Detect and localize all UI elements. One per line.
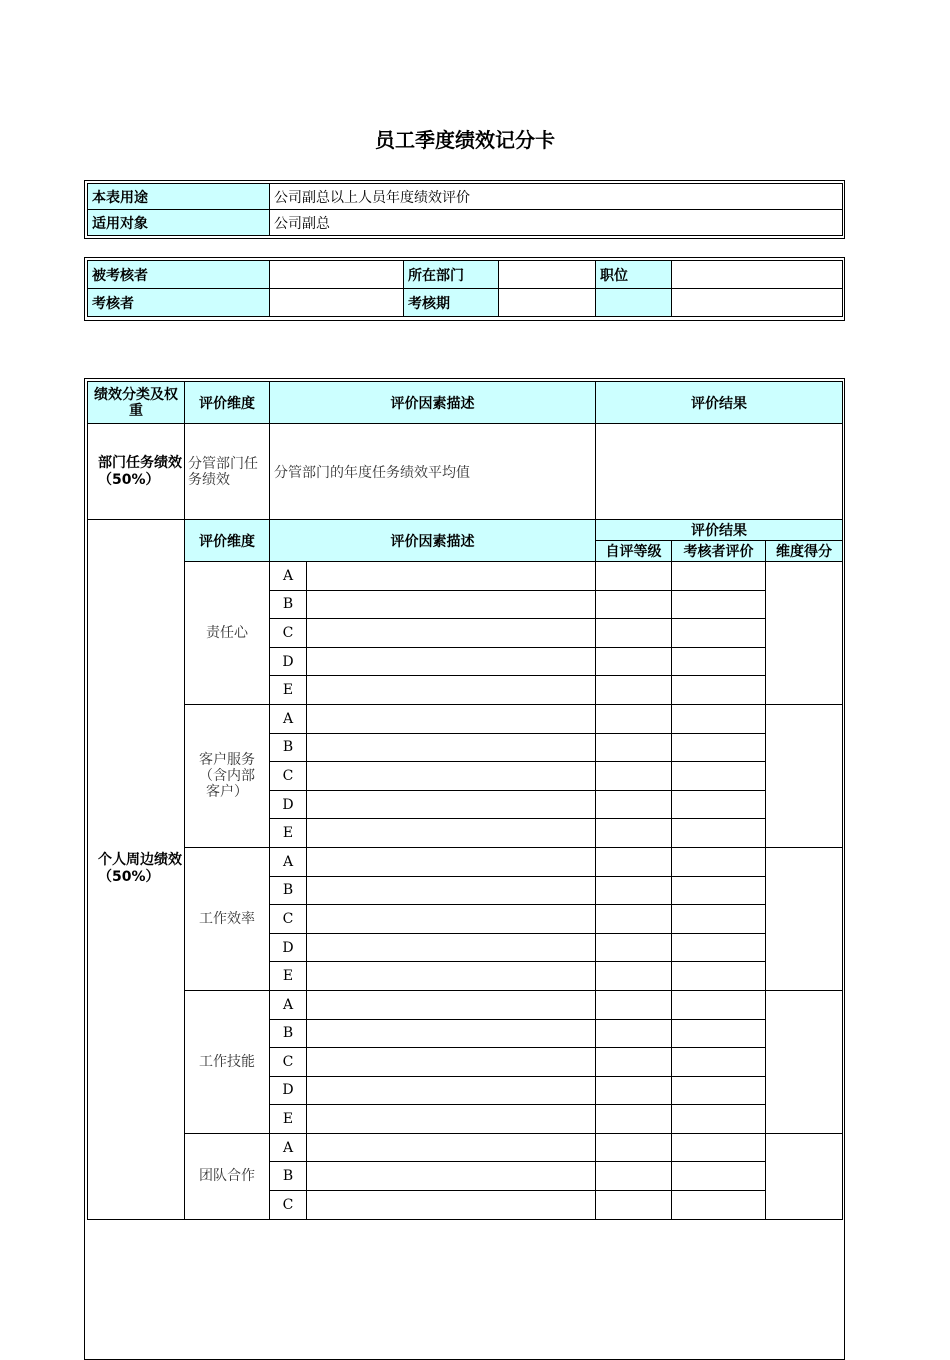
dimension-name: 团队合作 — [185, 1133, 270, 1219]
self-grade-field[interactable] — [596, 876, 672, 905]
self-grade-field[interactable] — [596, 790, 672, 819]
grade-description-field[interactable] — [307, 1019, 596, 1048]
table-row — [88, 562, 843, 591]
purpose-label: 本表用途 — [88, 184, 270, 210]
examiner-eval-field[interactable] — [672, 647, 766, 676]
examinee-field[interactable] — [270, 261, 404, 289]
dimension-name: 责任心 — [185, 562, 270, 705]
grade-description-field[interactable] — [307, 762, 596, 791]
header-self-grade: 自评等级 — [596, 541, 672, 562]
dimension-score-field[interactable] — [766, 847, 843, 990]
grade-description-field[interactable] — [307, 647, 596, 676]
grade-description-field[interactable] — [307, 704, 596, 733]
examiner-eval-field[interactable] — [672, 676, 766, 705]
grade-description-field[interactable] — [307, 847, 596, 876]
purpose-value[interactable]: 公司副总以上人员年度绩效评价 — [270, 184, 843, 210]
grade-label: C — [270, 905, 307, 934]
dimension-name: 工作效率 — [185, 847, 270, 990]
grade-description-field[interactable] — [307, 1133, 596, 1162]
department-field[interactable] — [499, 261, 596, 289]
grade-description-field[interactable] — [307, 1076, 596, 1105]
examiner-eval-field[interactable] — [672, 704, 766, 733]
self-grade-field[interactable] — [596, 704, 672, 733]
examiner-eval-field[interactable] — [672, 562, 766, 591]
self-grade-field[interactable] — [596, 1133, 672, 1162]
header-category: 绩效分类及权重 — [88, 382, 185, 424]
examiner-eval-field[interactable] — [672, 619, 766, 648]
examiner-eval-field[interactable] — [672, 1048, 766, 1077]
info-table — [87, 260, 843, 317]
dept-result-field[interactable] — [596, 424, 843, 520]
target-label: 适用对象 — [88, 210, 270, 236]
dimension-score-field[interactable] — [766, 562, 843, 705]
grade-label: D — [270, 647, 307, 676]
grade-label: D — [270, 1076, 307, 1105]
examiner-eval-field[interactable] — [672, 1076, 766, 1105]
grade-description-field[interactable] — [307, 676, 596, 705]
header-dimension: 评价维度 — [185, 382, 270, 424]
grade-label: A — [270, 562, 307, 591]
dimension-score-field[interactable] — [766, 1133, 843, 1219]
table-row — [88, 704, 843, 733]
grade-description-field[interactable] — [307, 933, 596, 962]
grade-description-field[interactable] — [307, 1191, 596, 1220]
dimension-score-field[interactable] — [766, 704, 843, 847]
examiner-eval-field[interactable] — [672, 990, 766, 1019]
department-label: 所在部门 — [404, 261, 499, 289]
target-value[interactable]: 公司副总 — [270, 210, 843, 236]
dept-category: 部门任务绩效（50%） — [88, 424, 185, 520]
grade-label: E — [270, 962, 307, 991]
examiner-eval-field[interactable] — [672, 733, 766, 762]
table-row — [88, 847, 843, 876]
self-grade-field[interactable] — [596, 819, 672, 848]
self-grade-field[interactable] — [596, 733, 672, 762]
examiner-eval-field[interactable] — [672, 1105, 766, 1134]
grade-label: B — [270, 1019, 307, 1048]
grade-description-field[interactable] — [307, 590, 596, 619]
self-grade-field[interactable] — [596, 562, 672, 591]
dimension-name: 工作技能 — [185, 990, 270, 1133]
header-dimension-score: 维度得分 — [766, 541, 843, 562]
grade-description-field[interactable] — [307, 1048, 596, 1077]
grade-label: A — [270, 847, 307, 876]
grade-label: E — [270, 1105, 307, 1134]
self-grade-field[interactable] — [596, 619, 672, 648]
dimension-name: 客户服务（含内部客户） — [185, 704, 270, 847]
grade-description-field[interactable] — [307, 819, 596, 848]
blank-label-cell — [596, 289, 672, 317]
grade-description-field[interactable] — [307, 905, 596, 934]
self-grade-field[interactable] — [596, 590, 672, 619]
grade-label: E — [270, 676, 307, 705]
dept-description: 分管部门的年度任务绩效平均值 — [270, 424, 596, 520]
examiner-eval-field[interactable] — [672, 1133, 766, 1162]
grade-label: B — [270, 876, 307, 905]
self-grade-field[interactable] — [596, 990, 672, 1019]
self-grade-field[interactable] — [596, 1162, 672, 1191]
period-label: 考核期 — [404, 289, 499, 317]
grade-label: C — [270, 619, 307, 648]
personal-header-description: 评价因素描述 — [270, 520, 596, 562]
position-label: 职位 — [596, 261, 672, 289]
examiner-eval-field[interactable] — [672, 1191, 766, 1220]
grade-label: B — [270, 590, 307, 619]
personal-category: 个人周边绩效（50%） — [88, 520, 185, 1220]
self-grade-field[interactable] — [596, 762, 672, 791]
self-grade-field[interactable] — [596, 647, 672, 676]
header-result: 评价结果 — [596, 382, 843, 424]
grade-label: A — [270, 704, 307, 733]
personal-header-dimension: 评价维度 — [185, 520, 270, 562]
self-grade-field[interactable] — [596, 1191, 672, 1220]
examiner-eval-field[interactable] — [672, 590, 766, 619]
position-field[interactable] — [672, 261, 843, 289]
grade-label: D — [270, 790, 307, 819]
table-row — [88, 990, 843, 1019]
grade-description-field[interactable] — [307, 733, 596, 762]
self-grade-field[interactable] — [596, 1048, 672, 1077]
examiner-eval-field[interactable] — [672, 790, 766, 819]
grade-description-field[interactable] — [307, 962, 596, 991]
grade-description-field[interactable] — [307, 876, 596, 905]
self-grade-field[interactable] — [596, 676, 672, 705]
examiner-eval-field[interactable] — [672, 762, 766, 791]
grade-description-field[interactable] — [307, 1162, 596, 1191]
grade-label: A — [270, 1133, 307, 1162]
grade-label: B — [270, 733, 307, 762]
examiner-eval-field[interactable] — [672, 819, 766, 848]
grade-label: C — [270, 1191, 307, 1220]
grade-label: C — [270, 762, 307, 791]
examiner-eval-field[interactable] — [672, 962, 766, 991]
self-grade-field[interactable] — [596, 1105, 672, 1134]
dept-dimension: 分管部门任务绩效 — [185, 424, 270, 520]
grade-description-field[interactable] — [307, 562, 596, 591]
grade-label: B — [270, 1162, 307, 1191]
table-row — [88, 1133, 843, 1162]
examiner-eval-field[interactable] — [672, 905, 766, 934]
grade-label: E — [270, 819, 307, 848]
evaluation-table — [87, 381, 843, 1220]
examiner-eval-field[interactable] — [672, 847, 766, 876]
examiner-eval-field[interactable] — [672, 1019, 766, 1048]
examiner-label: 考核者 — [88, 289, 270, 317]
header-examiner-eval: 考核者评价 — [672, 541, 766, 562]
personal-header-result: 评价结果 — [596, 520, 843, 541]
examiner-field[interactable] — [270, 289, 404, 317]
self-grade-field[interactable] — [596, 962, 672, 991]
dimension-score-field[interactable] — [766, 990, 843, 1133]
grade-description-field[interactable] — [307, 619, 596, 648]
page-title: 员工季度绩效记分卡 — [375, 128, 555, 152]
self-grade-field[interactable] — [596, 905, 672, 934]
self-grade-field[interactable] — [596, 933, 672, 962]
blank-field[interactable] — [672, 289, 843, 317]
self-grade-field[interactable] — [596, 1076, 672, 1105]
grade-label: D — [270, 933, 307, 962]
grade-label: A — [270, 990, 307, 1019]
grade-description-field[interactable] — [307, 990, 596, 1019]
self-grade-field[interactable] — [596, 847, 672, 876]
examiner-eval-field[interactable] — [672, 933, 766, 962]
examiner-eval-field[interactable] — [672, 876, 766, 905]
self-grade-field[interactable] — [596, 1019, 672, 1048]
grade-description-field[interactable] — [307, 790, 596, 819]
examinee-label: 被考核者 — [88, 261, 270, 289]
grade-label: C — [270, 1048, 307, 1077]
purpose-table — [87, 183, 843, 236]
period-field[interactable] — [499, 289, 596, 317]
grade-description-field[interactable] — [307, 1105, 596, 1134]
examiner-eval-field[interactable] — [672, 1162, 766, 1191]
header-description: 评价因素描述 — [270, 382, 596, 424]
